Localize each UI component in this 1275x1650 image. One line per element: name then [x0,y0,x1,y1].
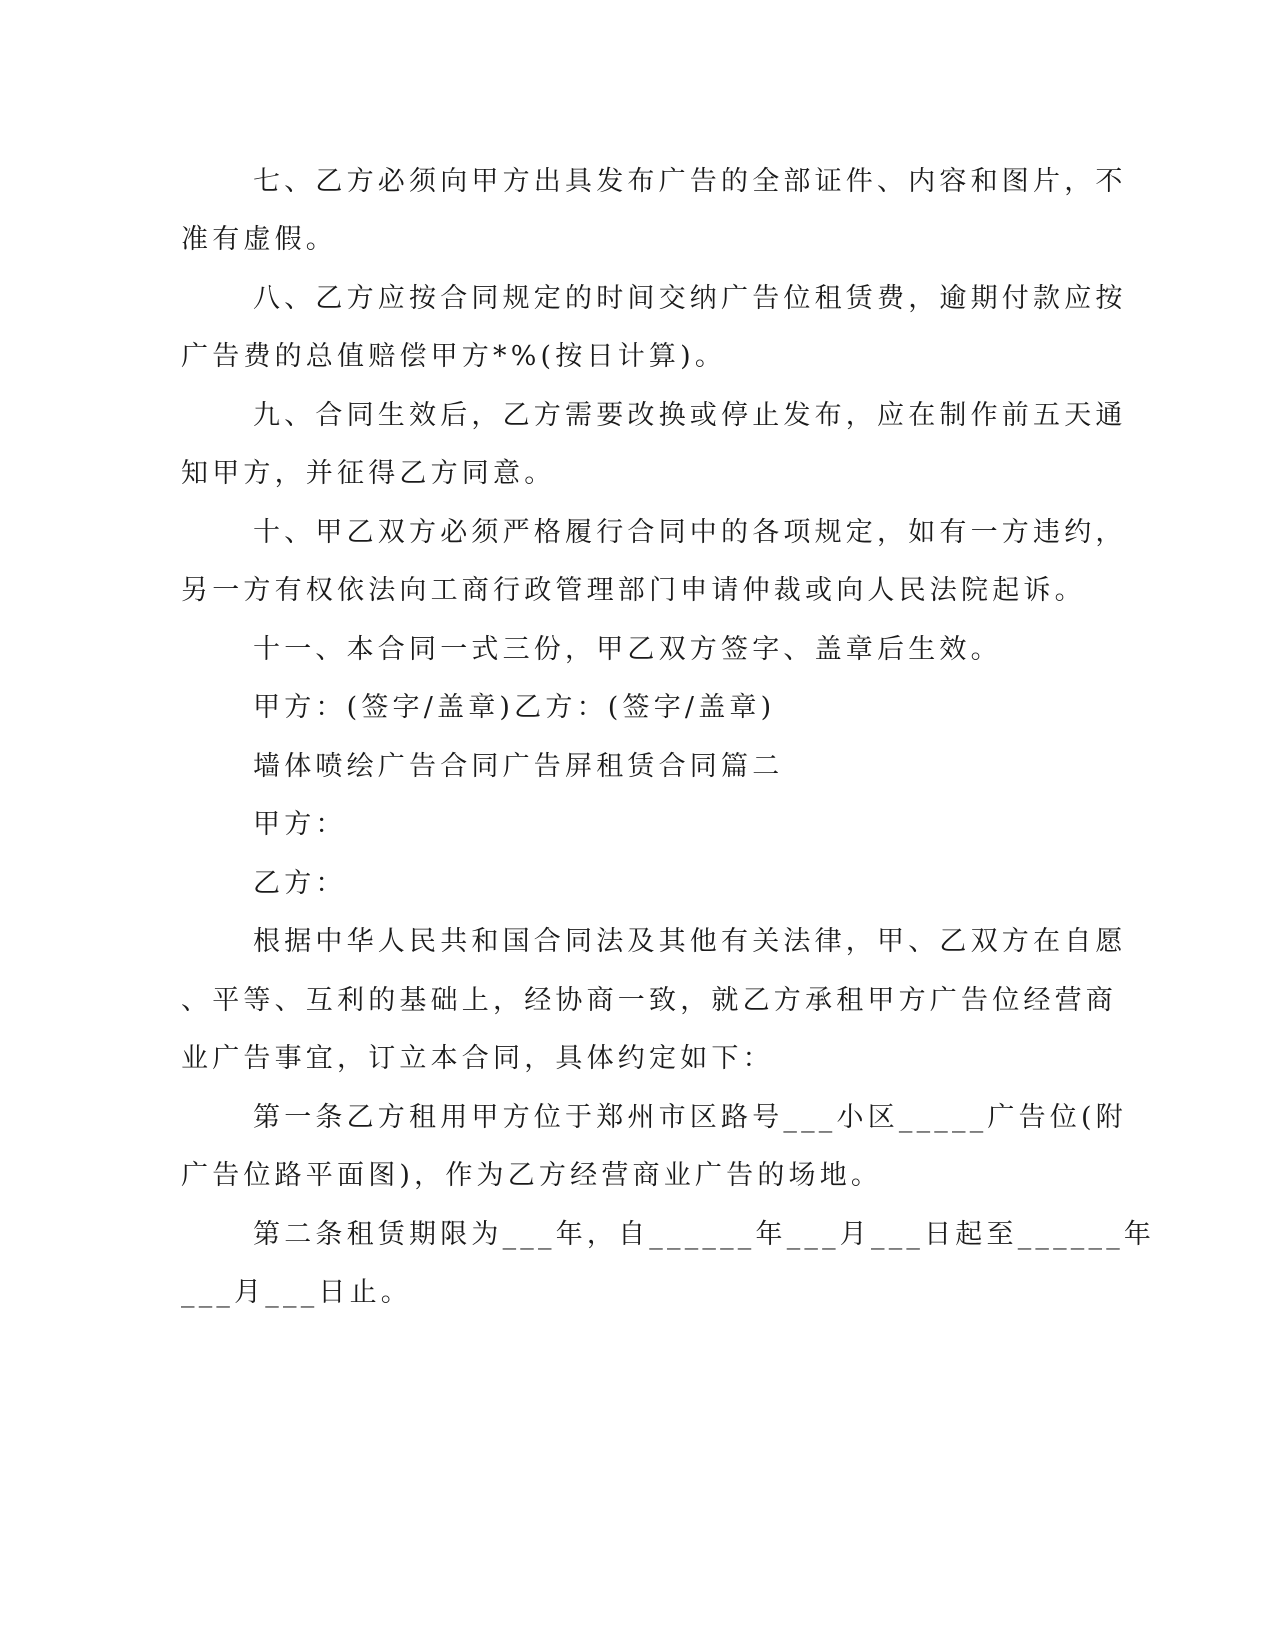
party-a-line: 甲方： [253,809,347,840]
party-b-line: 乙方： [253,868,347,899]
clause-10-line-1: 十、甲乙双方必须严格履行合同中的各项规定，如有一方违约， [253,517,1127,548]
clause-9-line-2: 知甲方，并征得乙方同意。 [181,458,556,489]
clause-11-line: 十一、本合同一式三份，甲乙双方签字、盖章后生效。 [253,634,1002,665]
signature-line: 甲方：(签字/盖章)乙方：(签字/盖章) [253,692,776,723]
clause-10-line-2: 另一方有权依法向工商行政管理部门申请仲裁或向人民法院起诉。 [181,575,1086,606]
clause-9-line-1: 九、合同生效后，乙方需要改换或停止发布，应在制作前五天通 [253,400,1127,431]
section-title: 墙体喷绘广告合同广告屏租赁合同篇二 [253,751,784,782]
article-1-line-1: 第一条乙方租用甲方位于郑州市区路号___小区_____广告位(附 [253,1102,1127,1133]
article-2-line-2: ___月___日止。 [181,1277,412,1308]
preamble-line-1: 根据中华人民共和国合同法及其他有关法律，甲、乙双方在自愿 [253,926,1127,957]
preamble-line-3: 业广告事宜，订立本合同，具体约定如下： [181,1043,774,1074]
clause-8-line-2: 广告费的总值赔偿甲方*%(按日计算)。 [181,341,727,372]
clause-7-line-2: 准有虚假。 [181,224,337,255]
article-1-line-2: 广告位路平面图)，作为乙方经营商业广告的场地。 [181,1160,883,1191]
preamble-line-2: 、平等、互利的基础上，经协商一致，就乙方承租甲方广告位经营商 [181,985,1117,1016]
clause-8-line-1: 八、乙方应按合同规定的时间交纳广告位租赁费，逾期付款应按 [253,283,1127,314]
article-2-line-1: 第二条租赁期限为___年，自______年___月___日起至______年 [253,1219,1156,1250]
clause-7-line-1: 七、乙方必须向甲方出具发布广告的全部证件、内容和图片，不 [253,166,1127,197]
